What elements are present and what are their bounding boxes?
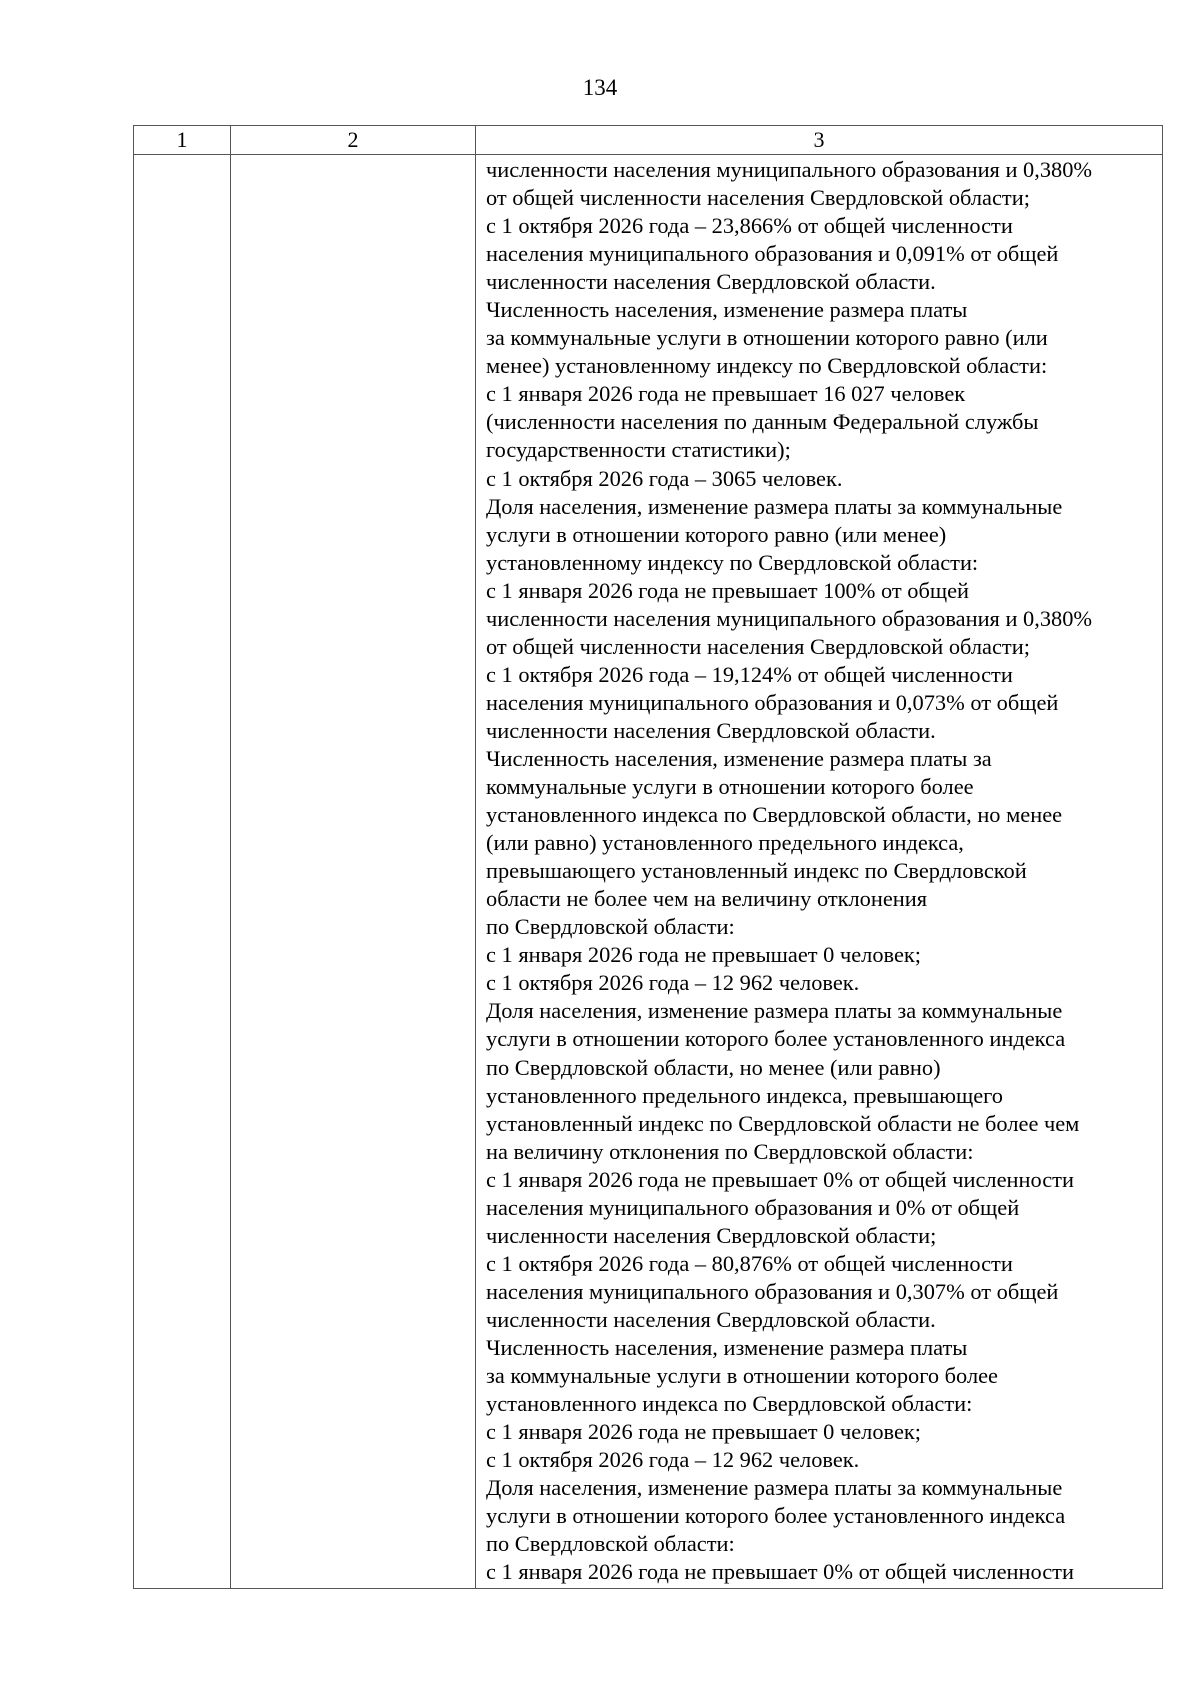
text-line: Численность населения, изменение размера платы [486, 297, 968, 323]
column-header-1: 1 [134, 126, 231, 155]
text-line: (численности населения по данным Федеральной службы [486, 409, 1039, 435]
text-line: превышающего установленный индекс по Свердловской [486, 858, 1027, 884]
text-line: от общей численности населения Свердловской области; [486, 185, 1030, 211]
text-line: Доля населения, изменение размера платы за коммунальные [486, 998, 1063, 1024]
text-line: с 1 октября 2026 года – 23,866% от общей численности [486, 213, 1013, 239]
text-line: населения муниципального образования и 0,073% от общей [486, 689, 1059, 715]
table-header-row [134, 126, 1163, 155]
text-line: с 1 января 2026 года не превышает 0 человек; [486, 1419, 921, 1445]
text-line: с 1 октября 2026 года – 3065 человек. [486, 465, 843, 491]
text-line: Численность населения, изменение размера платы за [486, 745, 992, 771]
text-line: за коммунальные услуги в отношении которого равно (или [486, 325, 1048, 351]
text-line: по Свердловской области: [486, 914, 735, 940]
text-line: Доля населения, изменение размера платы за коммунальные [486, 493, 1063, 519]
page-number: 134 [582, 75, 618, 100]
text-line: по Свердловской области, но менее (или равно) [486, 1054, 941, 1080]
table-row [134, 155, 1163, 1589]
text-line: с 1 января 2026 года не превышает 16 027 человек [486, 381, 966, 407]
text-line: населения муниципального образования и 0,091% от общей [486, 241, 1059, 267]
text-line: государственности статистики); [486, 437, 791, 463]
text-line: установленного индекса по Свердловской области, но менее [486, 802, 1063, 828]
text-line: с 1 октября 2026 года – 19,124% от общей численности [486, 661, 1013, 687]
text-line: услуги в отношении которого более установленного индекса [486, 1503, 1066, 1529]
column-header-3: 3 [476, 126, 1163, 155]
text-line: менее) установленному индексу по Свердловской области: [486, 353, 1048, 379]
text-line: с 1 октября 2026 года – 80,876% от общей численности [486, 1250, 1013, 1276]
text-line: населения муниципального образования и 0,307% от общей [486, 1278, 1059, 1304]
text-line: услуги в отношении которого более установленного индекса [486, 1026, 1066, 1052]
text-line: численности населения Свердловской области. [486, 269, 936, 295]
text-line: установленного индекса по Свердловской области: [486, 1391, 973, 1417]
text-line: численности населения муниципального образования и 0,380% [486, 157, 1093, 182]
text-line: населения муниципального образования и 0% от общей [486, 1194, 1020, 1220]
text-line: численности населения Свердловской области. [486, 717, 936, 743]
text-line: с 1 января 2026 года не превышает 100% от общей [486, 577, 970, 603]
text-line: (или равно) установленного предельного индекса, [486, 830, 964, 856]
text-line: установленному индексу по Свердловской области: [486, 549, 979, 575]
text-line: за коммунальные услуги в отношении которого более [486, 1363, 998, 1389]
text-line: по Свердловской области: [486, 1531, 735, 1557]
text-line: с 1 января 2026 года не превышает 0 человек; [486, 942, 921, 968]
text-line: Численность населения, изменение размера платы [486, 1334, 968, 1360]
text-line: Доля населения, изменение размера платы за коммунальные [486, 1475, 1063, 1501]
cell-col-3 [476, 155, 1163, 1589]
text-line: области не более чем на величину отклонения [486, 886, 928, 912]
text-line: установленного предельного индекса, превышающего [486, 1082, 1004, 1108]
text-line: с 1 октября 2026 года – 12 962 человек. [486, 1447, 860, 1473]
text-line: от общей численности населения Свердловской области; [486, 633, 1030, 659]
text-line: на величину отклонения по Свердловской области: [486, 1138, 974, 1164]
document-table [133, 125, 1163, 1589]
cell-col-1 [134, 155, 231, 1589]
text-line: численности населения Свердловской области; [486, 1222, 937, 1248]
text-line: услуги в отношении которого равно (или менее) [486, 521, 947, 547]
text-line: установленный индекс по Свердловской области не более чем [486, 1110, 1080, 1136]
text-line: коммунальные услуги в отношении которого более [486, 774, 974, 800]
cell-col-2 [231, 155, 476, 1589]
text-line: с 1 октября 2026 года – 12 962 человек. [486, 970, 860, 996]
text-line: численности населения Свердловской области. [486, 1306, 936, 1332]
text-line: с 1 января 2026 года не превышает 0% от общей численности [486, 1559, 1074, 1585]
text-line: с 1 января 2026 года не превышает 0% от общей численности [486, 1166, 1074, 1192]
text-line: численности населения муниципального образования и 0,380% [486, 605, 1093, 631]
column-header-2: 2 [231, 126, 476, 155]
